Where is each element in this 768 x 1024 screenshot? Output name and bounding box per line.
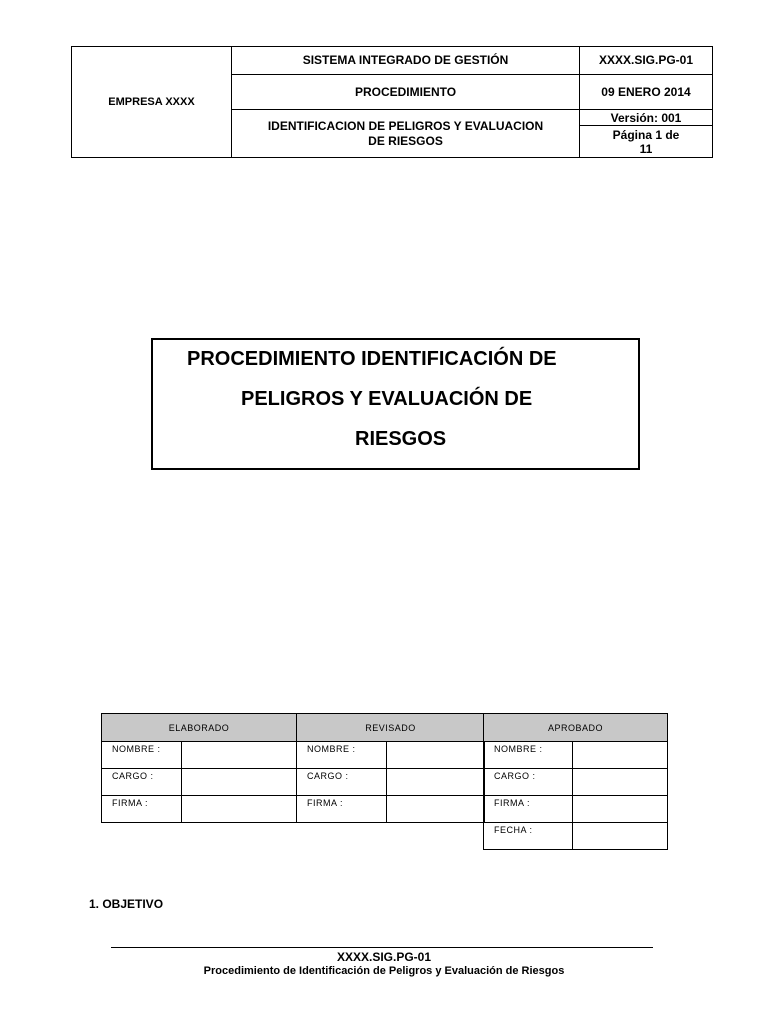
elaborado-firma-field[interactable]: [182, 796, 297, 823]
aprobado-firma-label: FIRMA :: [484, 796, 573, 823]
aprobado-cargo-label: CARGO :: [484, 769, 573, 796]
footer-title: Procedimiento de Identificación de Peligros y Evaluación de Riesgos: [203, 965, 565, 977]
signature-table-elaborado-revisado: [101, 713, 485, 823]
document-date: 09 ENERO 2014: [580, 75, 713, 110]
revisado-cargo-field[interactable]: [387, 769, 485, 796]
title-line-3: RIESGOS: [355, 428, 447, 450]
elaborado-firma-label: FIRMA :: [102, 796, 182, 823]
document-type: PROCEDIMIENTO: [232, 75, 580, 110]
elaborado-nombre-field[interactable]: [182, 742, 297, 769]
page-number: [580, 126, 713, 158]
aprobado-firma-field[interactable]: [573, 796, 668, 823]
revisado-nombre-field[interactable]: [387, 742, 485, 769]
company-name: EMPRESA XXXX: [72, 47, 232, 158]
document-title-box: [151, 338, 640, 470]
document-code: XXXX.SIG.PG-01: [580, 47, 713, 75]
aprobado-fecha-label: FECHA :: [484, 823, 573, 850]
aprobado-nombre-field[interactable]: [573, 742, 668, 769]
page-line-2: 11: [639, 141, 653, 156]
aprobado-fecha-field[interactable]: [573, 823, 668, 850]
section-heading-objetivo: 1. OBJETIVO: [89, 897, 164, 911]
footer-code: XXXX.SIG.PG-01: [336, 950, 432, 964]
aprobado-nombre-label: NOMBRE :: [484, 742, 573, 769]
elaborado-nombre-label: NOMBRE :: [102, 742, 182, 769]
aprobado-cargo-field[interactable]: [573, 769, 668, 796]
elaborado-cargo-label: CARGO :: [102, 769, 182, 796]
elaborado-cargo-field[interactable]: [182, 769, 297, 796]
document-header-table: [71, 46, 713, 158]
system-name: SISTEMA INTEGRADO DE GESTIÓN: [232, 47, 580, 75]
revisado-nombre-label: NOMBRE :: [297, 742, 387, 769]
document-version: Versión: 001: [580, 110, 713, 126]
subject-line-2: DE RIESGOS: [368, 133, 443, 148]
page-line-1: Página 1 de: [612, 127, 680, 142]
revisado-firma-label: FIRMA :: [297, 796, 387, 823]
revisado-heading: REVISADO: [297, 714, 485, 742]
document-subject: [232, 110, 580, 158]
elaborado-heading: ELABORADO: [102, 714, 297, 742]
title-line-1: PROCEDIMIENTO IDENTIFICACIÓN DE: [187, 348, 557, 370]
revisado-firma-field[interactable]: [387, 796, 485, 823]
revisado-cargo-label: CARGO :: [297, 769, 387, 796]
signature-table-aprobado: [483, 713, 668, 850]
subject-line-1: IDENTIFICACION DE PELIGROS Y EVALUACION: [267, 118, 544, 133]
title-line-2: PELIGROS Y EVALUACIÓN DE: [241, 388, 533, 410]
aprobado-heading: APROBADO: [484, 714, 668, 742]
footer-divider: [111, 947, 653, 948]
